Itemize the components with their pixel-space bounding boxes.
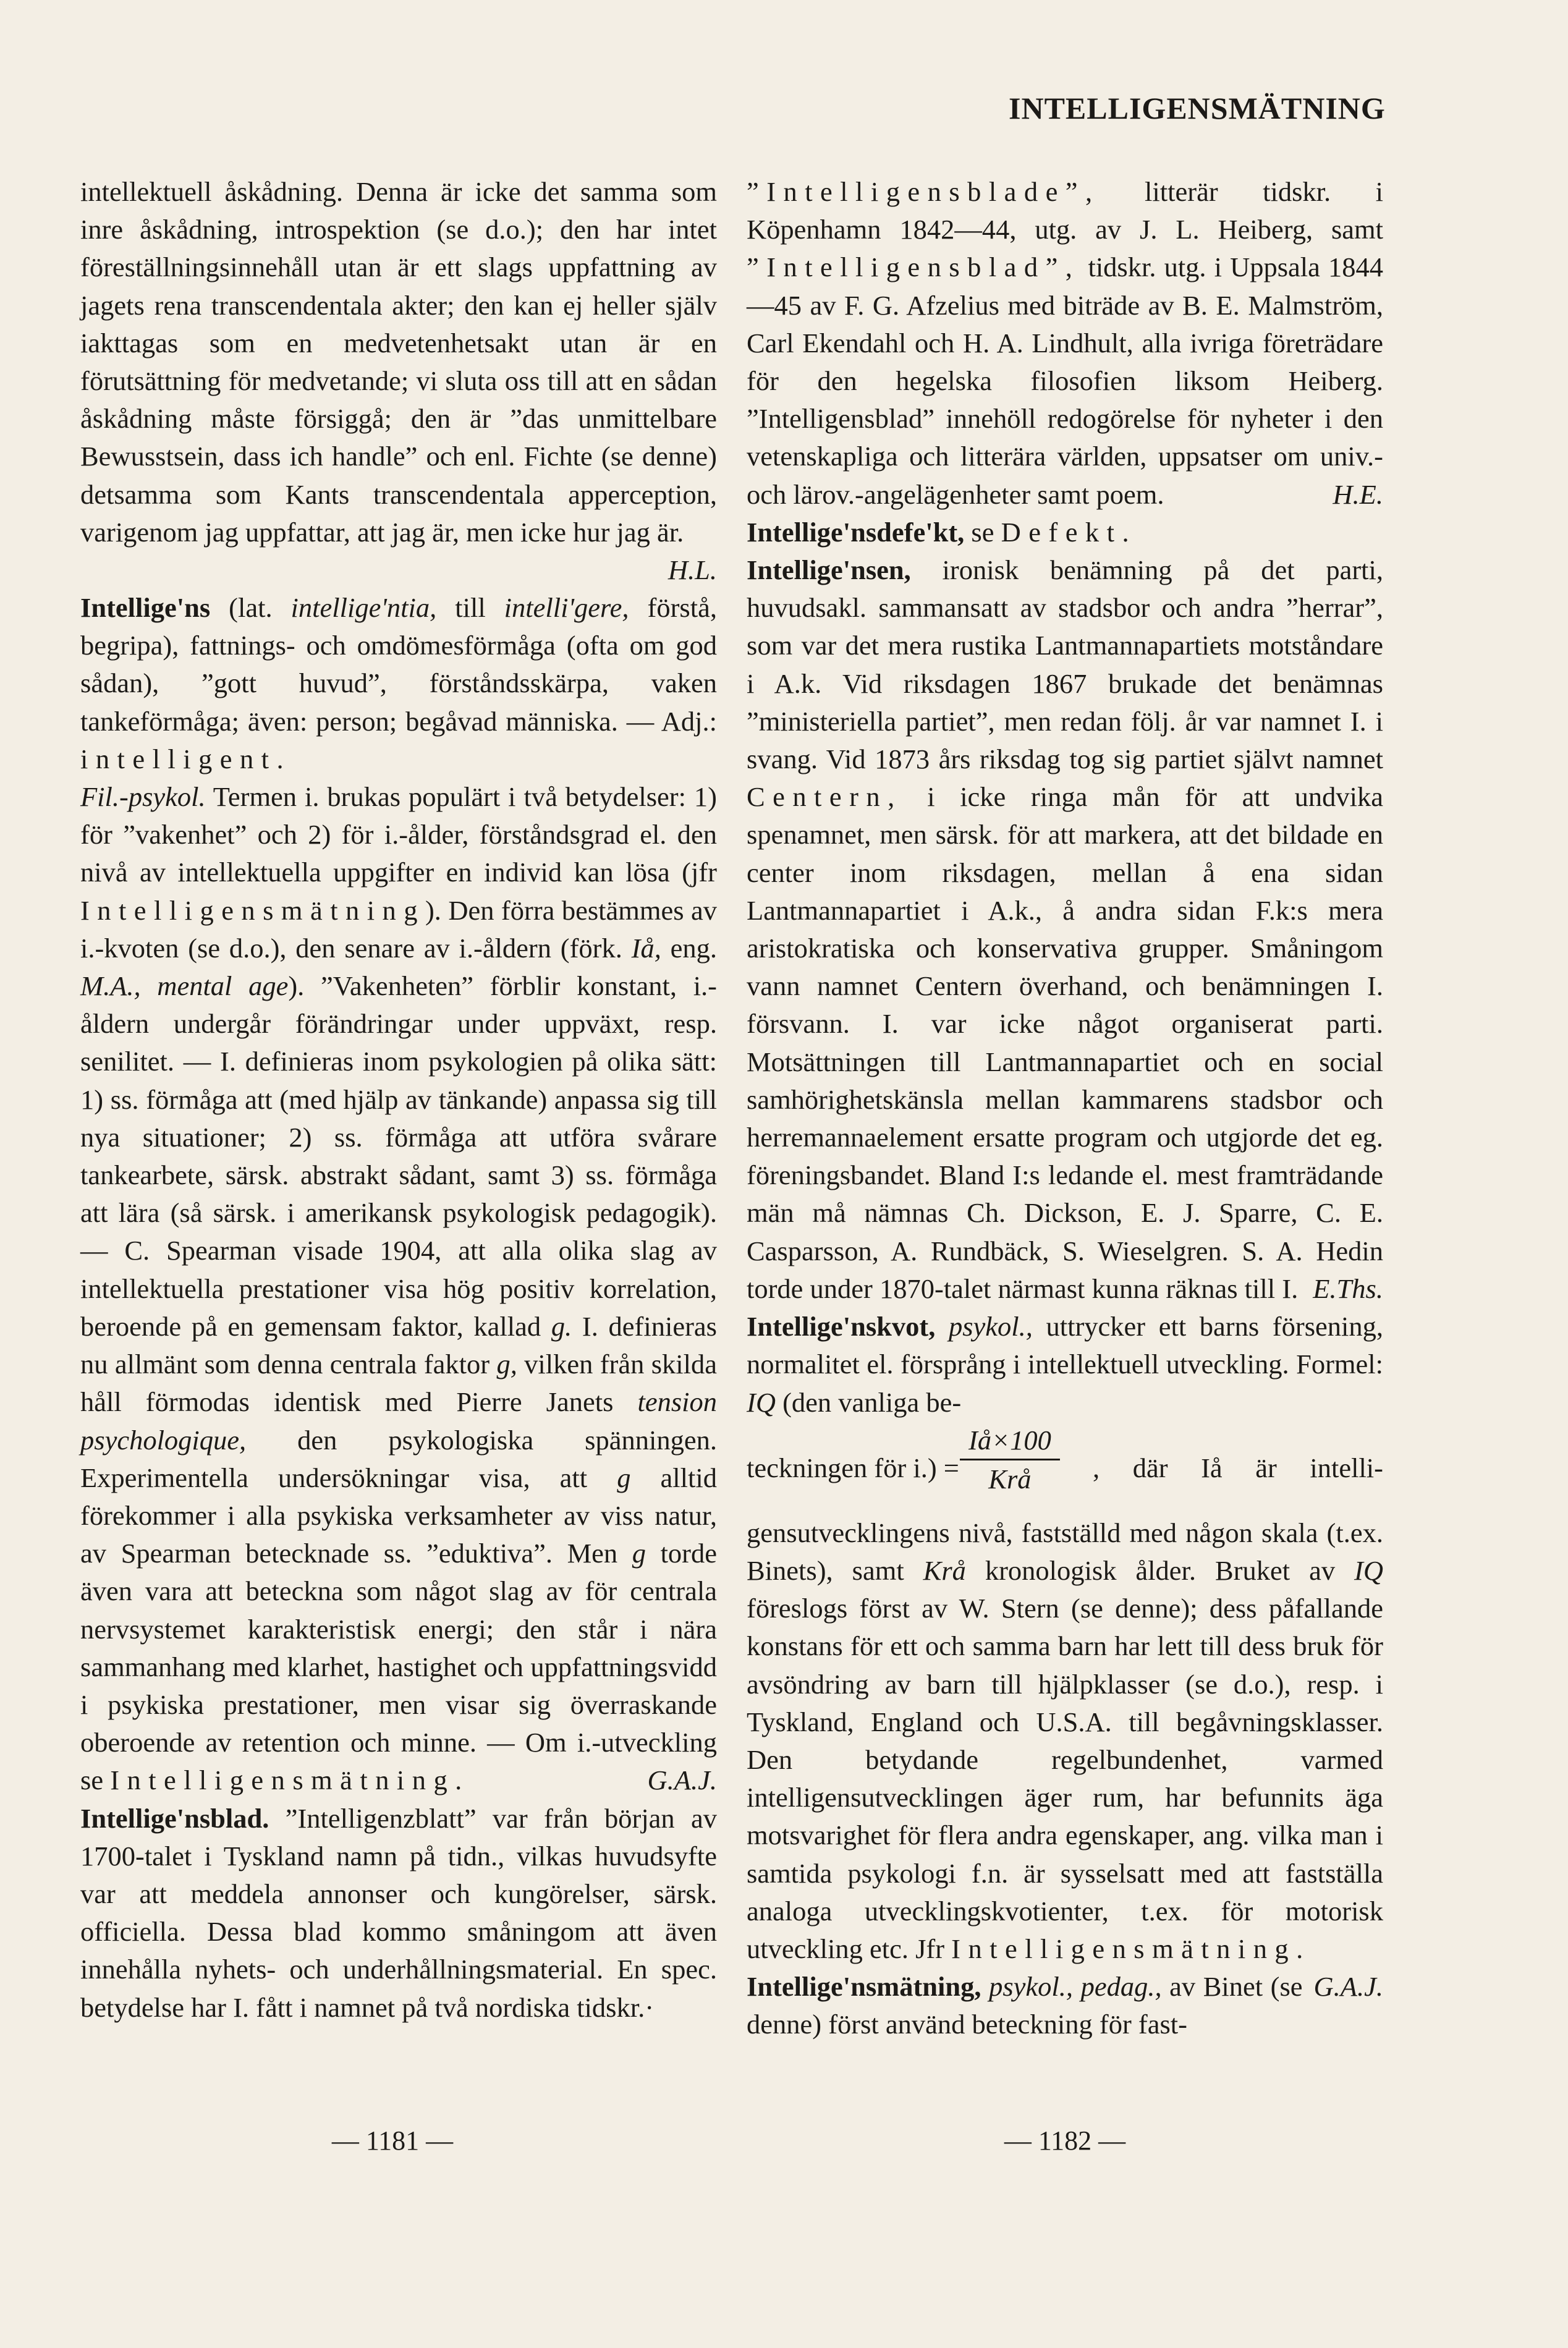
author-signature: H.L. xyxy=(667,554,717,586)
formula-fraction xyxy=(960,1422,1060,1498)
entry-continuation xyxy=(80,173,717,551)
author-signature: G.A.J. xyxy=(1313,1971,1383,2003)
entry-intelligensen: Intellige'nsen, ironisk benämning på det parti, huvudsakl. sammansatt av stadsbor och andra ”herrar”, som var det mera rustika Lantmannapartiets motståndare i A.k. Vid riksdagen 1867 brukade det benämnas ”ministeriella partiet”, men redan följ. år var namnet I. i svang. Vid 1873 års riksdag tog sig partiet självt namnet Centern, i icke ringa mån för att undvika spenamnet, men särsk. för att markera, att det bildade en center inom riksdagen, mellan å ena sidan Lantmannapartiet i A.k., å andra sidan F.k:s mera aristokratiska och konservativa grupper. Småningom vann namnet Centern överhand, och benämningen I. försvann. I. var icke något organiserat parti. Motsättningen till Lantmannapartiet och en social samhörighetskänsla mellan kammarens stadsbor och herremannaelement ersatte program och utgjorde det eg. föreningsbandet. Bland I:s ledande el. mest framträdande män må nämnas Ch. Dickson, E. J. Sparre, C. E. Casparsson, A. Rundbäck, S. Wieselgren. S. A. Hedin torde under 1870-talet närmast kunna räknas till I. E.Ths. xyxy=(747,551,1383,1308)
entry-intelligenskvot-cont: gensutvecklingens nivå, fastställd med någon skala (t.ex. Binets), samt Krå kronologisk ålder. Bruket av IQ föreslogs först av W. Stern (se denne); dess påfallande konstans för ett och samma barn har lett till dess bruk för avsöndring av barn till hjälpklasser (se d.o.), resp. i Tyskland, England och U.S.A. till begåvningsklasser. Den betydande regelbundenhet, varmed intelligensutvecklingen äger rum, har befunnits äga motsvarighet för flera andra egenskaper, ang. vilka man i samtida psykologi f.n. är sysselsatt med att fastställa analoga utvecklingskvotienter, t.ex. för motorisk utveckling etc. Jfr Intelligensmätning. G.A.J. xyxy=(747,1514,1383,1968)
cross-reference: Centern, xyxy=(747,781,902,813)
cross-reference: ”Intelligensblad”, xyxy=(747,252,1080,283)
entry-continuation: ”Intelligensblade”, litterär tidskr. i Köpenhamn 1842—44, utg. av J. L. Heiberg, samt ”Intelligensblad”, tidskr. utg. i Uppsala 1844—45 av F. G. Afzelius med biträde av B. E. Malmström, Carl Ekendahl och H. A. Lindhult, alla ivriga företrädare för den hegelska filosofien liksom Heiberg. ”Intelligensblad” innehöll redogörelse för nyheter i den vetenskapliga och litterära världen, uppsatser om univ.- och lärov.-angelägenheter samt poem. H.E. xyxy=(747,173,1383,514)
headword: Intellige'nsmätning, xyxy=(747,1971,981,2003)
entry-intelligens-psykol: Fil.-psykol. Termen i. brukas populärt i två betydelser: 1) för ”vakenhet” och 2) för i.-ålder, förståndsgrad el. den nivå av intellektuella uppgifter en individ kan lösa (jfr Intelligensmätning). Den förra bestämmes av i.-kvoten (se d.o.), den senare av i.-åldern (förk. Iå, eng. M.A., mental age). ”Vakenheten” förblir konstant, i.-åldern undergår förändringar under uppväxt, resp. senilitet. — I. definieras inom psykologien på olika sätt: 1) ss. förmåga att (med hjälp av tänkande) anpassa sig till nya situationer; 2) ss. förmåga att utföra svårare tankearbete, särsk. abstrakt sådant, samt 3) ss. förmåga att lära (så särsk. i amerikansk psykologisk pedagogik). — C. Spearman visade 1904, att alla olika slag av intellektuella prestationer visa hög positiv korrelation, beroende på en gemensam faktor, kallad g. I. definieras nu allmänt som denna centrala faktor g, vilken från skilda håll förmodas identisk med Pierre Janets tension psychologique, den psykologiska spänningen. Experimentella undersökningar visa, att g alltid förekommer i alla psykiska verksamheter av viss natur, av Spearman betecknade ss. ”eduktiva”. Men g torde även vara att beteckna som något slag av för centrala nervsystemet karakteristisk energi; den står i nära sammanhang med klarhet, hastighet och uppfattningsvidd i psykiska prestationer, men visar sig överraskande oberoende av retention och minne. — Om i.-utveckling se Intelligensmätning. G.A.J. xyxy=(80,778,717,1799)
cross-reference: Defekt. xyxy=(1001,516,1137,548)
entry-intelligensmatning: Intellige'nsmätning, psykol., pedag., av Binet (se denne) först använd beteckning för fast- xyxy=(747,1971,1303,2040)
cross-reference: Intelligensmätning. xyxy=(951,1933,1311,1964)
headword: Intellige'nsdefe'kt, xyxy=(747,516,965,548)
headword: Intellige'nsen, xyxy=(747,554,911,586)
entry-intelligenskvot: Intellige'nskvot, psykol., uttrycker ett barns försening, normalitet el. försprång i intellektuell utveckling. Formel: IQ (den vanliga be- xyxy=(747,1311,1383,1418)
author-signature: E.Ths. xyxy=(1313,1273,1383,1304)
formula-trail-text: , där Iå är intelli- xyxy=(1093,1452,1383,1483)
cross-reference: ”Intelligensblade”, xyxy=(747,176,1100,207)
formula-denominator: Krå xyxy=(988,1463,1032,1494)
formula-lead-text: teckningen för i.) = xyxy=(747,1452,959,1483)
right-column xyxy=(747,173,1383,2044)
entry-intelligensdefekt: Intellige'nsdefe'kt, se Defekt. xyxy=(747,516,1137,548)
headword: Intellige'ns xyxy=(80,592,211,624)
left-column xyxy=(80,173,717,2027)
page-number-left: — 1181 — xyxy=(331,2125,454,2156)
iq-formula xyxy=(747,1422,1383,1514)
cross-reference: intelligent. xyxy=(80,743,292,774)
running-header: INTELLIGENSMÄTNING xyxy=(1009,91,1386,125)
cross-reference: Intelligensmätning xyxy=(80,894,425,926)
formula-numerator: Iå×100 xyxy=(960,1422,1060,1460)
page-number-right: — 1182 — xyxy=(1004,2125,1126,2156)
author-signature: H.E. xyxy=(1333,478,1383,510)
cross-reference: Intelligensmätning. xyxy=(110,1765,470,1796)
entry-intelligens: Intellige'ns (lat. intellige'ntia, till intelli'gere, förstå, begripa), fattnings- och omdömesförmåga (ofta om god sådan), ”gott huvud”, förståndsskärpa, vaken tankeförmåga; även: person; begåvad människa. — Adj.: intelligent. xyxy=(80,592,717,774)
author-signature: G.A.J. xyxy=(647,1765,717,1796)
headword: Intellige'nskvot, xyxy=(747,1311,936,1342)
entry-text: intellektuell åskådning. Denna är icke det samma som inre åskådning, introspektion (se d.o.); den har intet föreställningsinnehåll utan är ett slags uppfattning av jagets rena transcendentala akter; den kan ej heller själv iakttagas som en medvetenhetsakt utan är en förutsättning för medvetande; vi sluta oss till att en sådan åskådning måste försiggå; den är ”das unmittelbare Bewusstsein, dass ich handle” och enl. Fichte (se denne) detsamma som Kants transcendentala apperception, varigenom jag uppfattar, att jag är, men icke hur jag är. xyxy=(80,176,717,548)
entry-intelligensblad: Intellige'nsblad. ”Intelligenzblatt” var från början av 1700-talet i Tyskland namn på tidn., vilkas huvudsyfte var att meddela annonser och kungörelser, särsk. officiella. Dessa blad kommo småningom att även innehålla nyhets- och underhållningsmaterial. En spec. betydelse har I. fått i namnet på två nordiska tidskr.· xyxy=(80,1802,717,2023)
headword: Intellige'nsblad. xyxy=(80,1802,269,1834)
